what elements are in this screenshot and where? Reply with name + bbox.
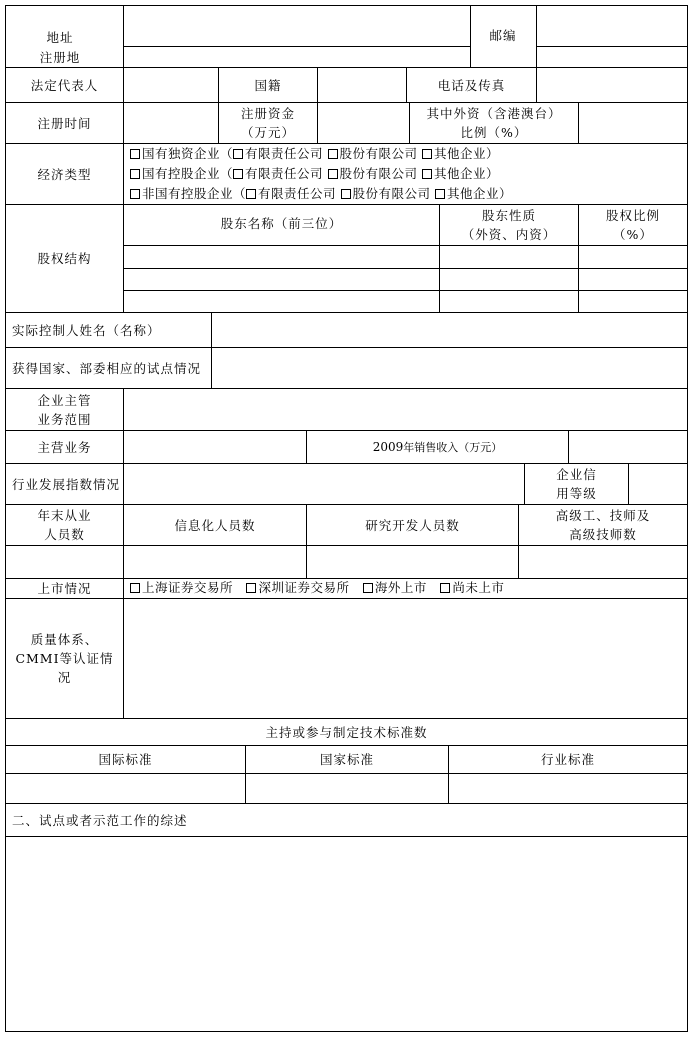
rd-staff-field[interactable] (307, 546, 518, 578)
econ-option-row-3 (130, 185, 512, 203)
foreign-capital-label (410, 103, 578, 143)
senior-technician-header-line2: 高级技师数 (569, 527, 637, 542)
shareholder-name-field[interactable] (124, 291, 439, 312)
credit-rating-label-line2: 用等级 (556, 486, 597, 501)
staff-count-field[interactable] (6, 546, 123, 578)
shareholder-nature-header-line1: 股东性质 (481, 208, 536, 223)
business-scope-label (6, 389, 123, 430)
staff-count-label (6, 505, 123, 545)
summary-field[interactable] (6, 837, 687, 1031)
shareholder-name-field[interactable] (124, 269, 439, 290)
checkbox[interactable] (246, 583, 256, 593)
checkbox[interactable] (435, 189, 445, 199)
econ-option-label: 股份有限公司 (339, 166, 418, 181)
shareholder-nature-header (440, 205, 578, 245)
staff-count-label-line1: 年末从业 (37, 508, 92, 523)
industry-index-field[interactable] (124, 464, 524, 504)
listing-option-label: 上海证券交易所 (142, 580, 234, 595)
checkbox[interactable] (246, 189, 256, 199)
credit-rating-field[interactable] (629, 464, 687, 504)
shareholder-name-field[interactable] (124, 246, 439, 268)
legal-rep-label: 法定代表人 (30, 77, 99, 93)
econ-option-label: 其他企业） (447, 186, 513, 201)
business-scope-field[interactable] (124, 389, 687, 430)
checkbox[interactable] (233, 169, 243, 179)
pilot-status-label: 获得国家、部委相应的试点情况 (12, 360, 202, 376)
registration-time-field[interactable] (124, 103, 218, 143)
sales-2009-field[interactable] (569, 431, 687, 463)
registered-capital-label-line2: （万元） (240, 125, 295, 140)
econ-option-label: 其他企业） (434, 166, 500, 181)
postcode-field[interactable] (537, 6, 687, 67)
nationality-label: 国籍 (254, 77, 282, 93)
registered-place-label: 注册地 (39, 49, 81, 65)
checkbox[interactable] (130, 583, 140, 593)
econ-option-label: 股份有限公司 (339, 146, 418, 161)
econ-option-label: 国有独资企业（ (142, 146, 234, 161)
checkbox[interactable] (422, 149, 432, 159)
listing-option-label: 尚未上市 (452, 580, 505, 595)
econ-option-label: 有限责任公司 (245, 166, 324, 181)
checkbox[interactable] (341, 189, 351, 199)
staff-count-label-line2: 人员数 (44, 527, 85, 542)
checkbox[interactable] (363, 583, 373, 593)
industry-standard-header: 行业标准 (540, 752, 595, 767)
sales-2009-label (307, 431, 568, 463)
foreign-capital-label-line2: 比例（%） (460, 125, 528, 140)
business-scope-label-line1: 企业主管 (37, 392, 92, 408)
address-label: 地址 (46, 29, 74, 45)
econ-option-label: 股份有限公司 (352, 186, 431, 201)
listing-options (130, 579, 504, 597)
registered-capital-label-line1: 注册资金 (240, 106, 295, 121)
phone-fax-label: 电话及传真 (437, 77, 506, 93)
econ-option-label: 非国有控股企业（ (142, 186, 247, 201)
econ-option-label: 国有控股企业（ (142, 166, 234, 181)
equity-structure-label: 股权结构 (37, 251, 92, 266)
quality-certification-label-line1: 质量体系、 (30, 632, 99, 647)
actual-controller-field[interactable] (212, 313, 687, 347)
checkbox[interactable] (130, 189, 140, 199)
shareholder-name-header-text: 股东名称（前三位） (220, 215, 343, 231)
registered-place-field[interactable] (124, 47, 470, 67)
listing-status-label: 上市情况 (37, 581, 92, 596)
econ-option-label: 有限责任公司 (258, 186, 337, 201)
checkbox[interactable] (422, 169, 432, 179)
business-scope-label-line2: 业务范围 (37, 411, 92, 427)
equity-ratio-header (579, 205, 687, 245)
foreign-capital-label-line1: 其中外资（含港澳台） (426, 106, 562, 121)
econ-option-row-2 (130, 165, 499, 183)
sales-2009-text: 年销售收入（万元） (403, 440, 503, 454)
quality-certification-label-line2: CMMI等认证情 (15, 651, 114, 666)
credit-rating-label-line1: 企业信 (556, 467, 597, 482)
postcode-label: 邮编 (489, 27, 517, 43)
nationality-field[interactable] (318, 68, 406, 102)
economic-type-label: 经济类型 (37, 166, 92, 182)
checkbox[interactable] (130, 169, 140, 179)
econ-option-label: 其他企业） (434, 146, 500, 161)
pilot-status-field[interactable] (212, 348, 687, 388)
senior-technician-header (519, 505, 687, 545)
listing-option-label: 海外上市 (374, 580, 427, 595)
main-business-label: 主营业务 (37, 439, 92, 455)
national-standard-field[interactable] (246, 774, 448, 803)
foreign-capital-field[interactable] (579, 103, 687, 143)
legal-rep-field[interactable] (124, 68, 218, 102)
registration-time-label: 注册时间 (37, 115, 92, 131)
standards-heading: 主持或参与制定技术标准数 (265, 724, 428, 740)
registered-capital-field[interactable] (318, 103, 409, 143)
international-standard-field[interactable] (6, 774, 245, 803)
it-staff-field[interactable] (124, 546, 306, 578)
econ-option-label: 有限责任公司 (245, 146, 324, 161)
actual-controller-label: 实际控制人姓名（名称） (12, 322, 161, 338)
national-standard-header: 国家标准 (319, 752, 374, 767)
quality-certification-label (6, 599, 123, 718)
shareholder-name-header (124, 205, 439, 245)
quality-certification-label-line3: 况 (57, 670, 72, 685)
international-standard-header: 国际标准 (98, 752, 153, 767)
econ-option-row-1 (130, 145, 499, 163)
checkbox[interactable] (130, 149, 140, 159)
it-staff-header: 信息化人员数 (174, 517, 256, 533)
listing-option-label: 深圳证券交易所 (258, 580, 350, 595)
senior-technician-field[interactable] (519, 546, 687, 578)
rd-staff-header: 研究开发人员数 (365, 517, 460, 533)
sales-2009-year: 2009 (372, 439, 404, 454)
checkbox[interactable] (328, 169, 338, 179)
address-field[interactable] (124, 6, 470, 46)
industry-standard-field[interactable] (449, 774, 687, 803)
credit-rating-label (525, 464, 628, 504)
industry-index-label: 行业发展指数情况 (12, 476, 121, 492)
phone-fax-field[interactable] (537, 68, 687, 102)
main-business-field[interactable] (124, 431, 306, 463)
senior-technician-header-line1: 高级工、技师及 (555, 508, 651, 523)
shareholder-nature-header-line2: （外资、内资） (461, 227, 557, 242)
equity-ratio-header-line1: 股权比例 (605, 208, 660, 223)
summary-section-heading: 二、试点或者示范工作的综述 (12, 812, 188, 828)
checkbox[interactable] (328, 149, 338, 159)
equity-ratio-header-line2: （%） (613, 227, 653, 242)
checkbox[interactable] (233, 149, 243, 159)
quality-certification-field[interactable] (124, 599, 687, 718)
checkbox[interactable] (440, 583, 450, 593)
registered-capital-label (219, 103, 317, 143)
